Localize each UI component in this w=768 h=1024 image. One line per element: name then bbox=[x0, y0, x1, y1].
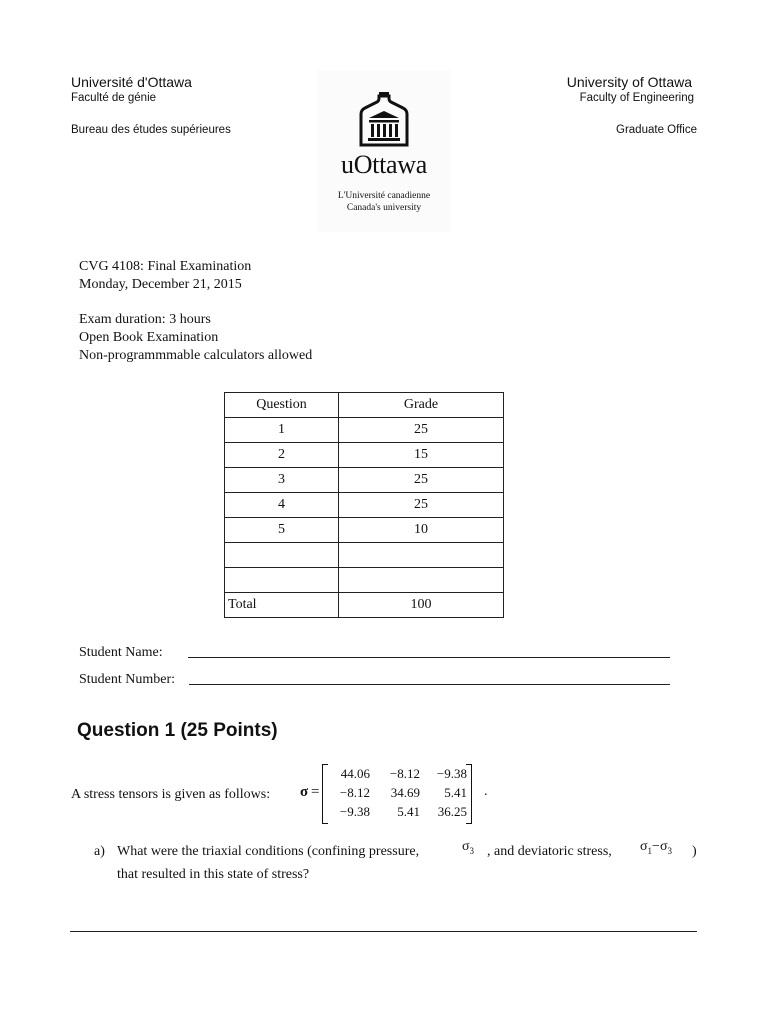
question-1-intro: A stress tensors is given as follows: bbox=[71, 787, 271, 802]
matrix-cell: 34.69 bbox=[390, 785, 420, 800]
part-a-close-paren: ) bbox=[692, 844, 697, 859]
student-name-field[interactable] bbox=[188, 657, 670, 658]
table-cell: 4 bbox=[225, 493, 339, 518]
table-cell: 3 bbox=[225, 468, 339, 493]
en-office-name: Graduate Office bbox=[616, 124, 697, 136]
logo-wordmark: uOttawa bbox=[341, 150, 427, 179]
table-header-cell: Grade bbox=[339, 393, 504, 418]
matrix-cell: −9.38 bbox=[339, 804, 370, 819]
table-header-row bbox=[225, 393, 504, 418]
table-row bbox=[225, 568, 504, 593]
table-header-cell: Question bbox=[225, 393, 339, 418]
table-total-row bbox=[225, 593, 504, 618]
table-cell: 25 bbox=[339, 493, 504, 518]
table-cell: 10 bbox=[339, 518, 504, 543]
matrix-cell: 44.06 bbox=[340, 766, 370, 781]
table-cell bbox=[339, 568, 504, 593]
matrix-cell: 5.41 bbox=[444, 785, 467, 800]
table-cell: 5 bbox=[225, 518, 339, 543]
table-cell bbox=[225, 568, 339, 593]
university-logo bbox=[317, 70, 451, 232]
table-cell: 2 bbox=[225, 443, 339, 468]
matrix-cell: 36.25 bbox=[437, 804, 467, 819]
logo-tagline-en: Canada's university bbox=[346, 203, 422, 213]
table-row bbox=[225, 518, 504, 543]
student-number-field[interactable] bbox=[189, 684, 670, 685]
exam-type: Open Book Examination bbox=[79, 330, 219, 345]
table-row bbox=[225, 418, 504, 443]
fr-university-name: Université d'Ottawa bbox=[71, 74, 192, 90]
building-crest-icon bbox=[317, 70, 451, 148]
table-cell bbox=[225, 543, 339, 568]
table-row bbox=[225, 468, 504, 493]
grade-table bbox=[224, 392, 504, 618]
deviatoric-stress-symbol: $\sigma_1-\sigma_3$ bbox=[640, 839, 672, 856]
part-a-text-3: that resulted in this state of stress? bbox=[117, 867, 310, 882]
matrix-cell: 5.41 bbox=[397, 804, 420, 819]
en-faculty-name: Faculty of Engineering bbox=[579, 92, 694, 104]
table-row bbox=[225, 493, 504, 518]
stress-tensor-matrix bbox=[322, 764, 472, 822]
part-a-text: What were the triaxial conditions (confining pressure, bbox=[117, 844, 420, 859]
table-cell: Total bbox=[225, 593, 339, 618]
answer-line[interactable] bbox=[70, 931, 697, 932]
logo-tagline-fr: L'Université canadienne bbox=[337, 191, 431, 201]
exam-date: Monday, December 21, 2015 bbox=[79, 277, 242, 292]
calculator-policy: Non-programmmable calculators allowed bbox=[79, 348, 313, 363]
table-row bbox=[225, 443, 504, 468]
question-1-title: Question 1 (25 Points) bbox=[77, 720, 278, 741]
sigma3-symbol: $\sigma_3$ bbox=[462, 839, 475, 856]
exam-duration: Exam duration: 3 hours bbox=[79, 312, 211, 327]
table-row bbox=[225, 543, 504, 568]
fr-faculty-name: Faculté de génie bbox=[71, 92, 157, 104]
table-cell bbox=[339, 543, 504, 568]
student-number-label: Student Number: bbox=[79, 672, 176, 687]
matrix-cell: −8.12 bbox=[389, 766, 420, 781]
course-title: CVG 4108: Final Examination bbox=[79, 259, 252, 274]
equals-sign: = bbox=[311, 784, 320, 800]
matrix-cell: −8.12 bbox=[339, 785, 370, 800]
student-name-label: Student Name: bbox=[79, 645, 163, 660]
sigma-symbol: σ bbox=[300, 784, 309, 800]
en-university-name: University of Ottawa bbox=[566, 74, 692, 90]
part-a-label: a) bbox=[94, 844, 105, 859]
table-cell: 25 bbox=[339, 468, 504, 493]
table-cell: 15 bbox=[339, 443, 504, 468]
table-cell: 25 bbox=[339, 418, 504, 443]
matrix-cell: −9.38 bbox=[436, 766, 467, 781]
matrix-period: . bbox=[484, 784, 488, 799]
part-a-text-2: , and deviatoric stress, bbox=[487, 844, 612, 859]
fr-office-name: Bureau des études supérieures bbox=[71, 124, 231, 136]
table-cell: 100 bbox=[339, 593, 504, 618]
table-cell: 1 bbox=[225, 418, 339, 443]
